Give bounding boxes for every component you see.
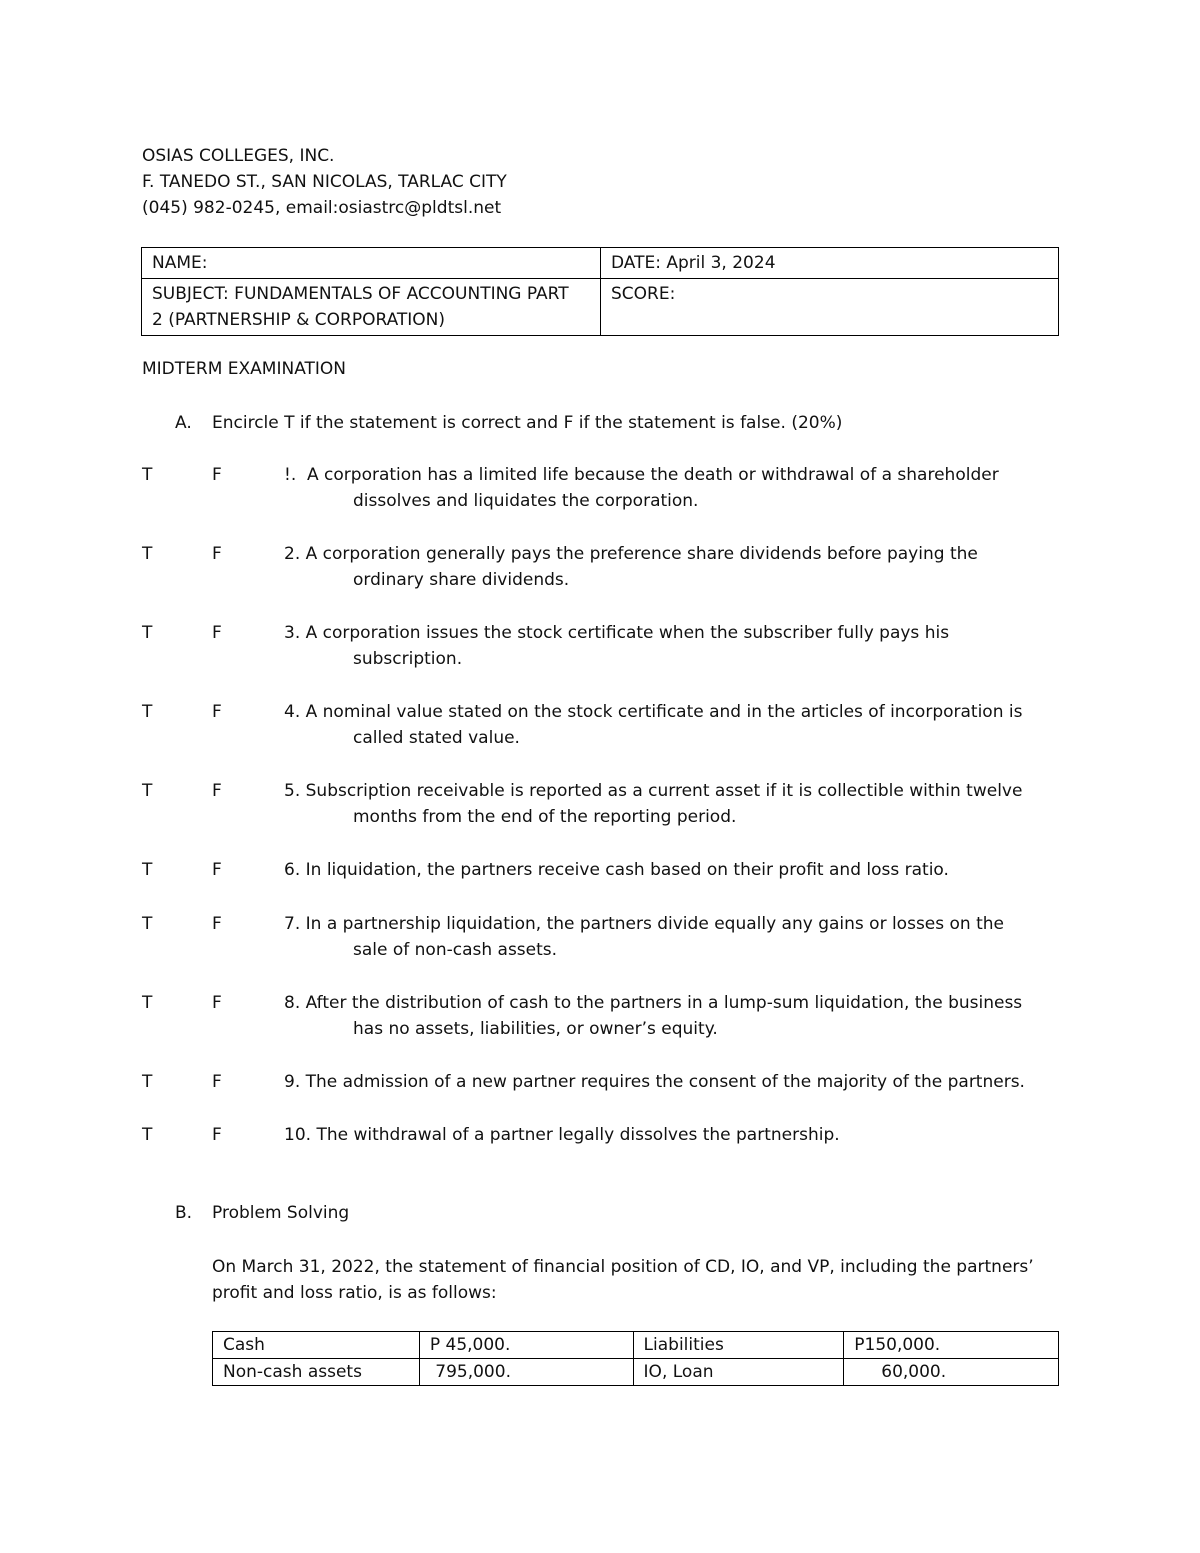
true-option[interactable]: T	[142, 465, 153, 485]
statement-text-continued: called stated value.	[353, 728, 520, 748]
subject-line-1: SUBJECT: FUNDAMENTALS OF ACCOUNTING PART	[152, 284, 569, 304]
false-option[interactable]: F	[212, 914, 222, 934]
school-name: OSIAS COLLEGES, INC.	[142, 146, 335, 166]
true-option[interactable]: T	[142, 702, 153, 722]
true-option[interactable]: T	[142, 544, 153, 564]
name-cell: NAME:	[142, 248, 601, 279]
exam-title: MIDTERM EXAMINATION	[142, 359, 346, 379]
statement-text: 8. After the distribution of cash to the partners in a lump-sum liquidation, the business	[284, 993, 1023, 1013]
statement-text-continued: subscription.	[353, 649, 463, 669]
table-cell: 60,000.	[844, 1359, 1059, 1386]
section-a-instruction: Encircle T if the statement is correct and F if the statement is false. (20%)	[212, 413, 843, 433]
false-option[interactable]: F	[212, 1125, 222, 1145]
statement-text-continued: dissolves and liquidates the corporation.	[353, 491, 699, 511]
table-cell: Liabilities	[633, 1332, 844, 1359]
table-row	[213, 1359, 1059, 1386]
statement-text: 3. A corporation issues the stock certificate when the subscriber fully pays his	[284, 623, 950, 643]
statement-text: 7. In a partnership liquidation, the partners divide equally any gains or losses on the	[284, 914, 1004, 934]
true-option[interactable]: T	[142, 781, 153, 801]
statement-text: 10. The withdrawal of a partner legally dissolves the partnership.	[284, 1125, 840, 1145]
true-option[interactable]: T	[142, 1072, 153, 1092]
section-b-letter: B.	[175, 1203, 193, 1223]
score-cell: SCORE:	[601, 279, 1059, 336]
false-option[interactable]: F	[212, 860, 222, 880]
true-option[interactable]: T	[142, 914, 153, 934]
false-option[interactable]: F	[212, 993, 222, 1013]
statement-text: !. A corporation has a limited life because the death or withdrawal of a shareholder	[284, 465, 999, 485]
false-option[interactable]: F	[212, 465, 222, 485]
table-cell: IO, Loan	[633, 1359, 844, 1386]
school-contact: (045) 982-0245, email:osiastrc@pldtsl.net	[142, 198, 502, 218]
table-cell: Cash	[213, 1332, 420, 1359]
true-option[interactable]: T	[142, 860, 153, 880]
statement-text-continued: sale of non-cash assets.	[353, 940, 558, 960]
true-option[interactable]: T	[142, 623, 153, 643]
statement-text: 5. Subscription receivable is reported as a current asset if it is collectible within twelve	[284, 781, 1023, 801]
false-option[interactable]: F	[212, 623, 222, 643]
false-option[interactable]: F	[212, 1072, 222, 1092]
statement-text: 4. A nominal value stated on the stock certificate and in the articles of incorporation is	[284, 702, 1023, 722]
false-option[interactable]: F	[212, 781, 222, 801]
financial-position-table	[212, 1331, 1059, 1386]
statement-text: 2. A corporation generally pays the preference share dividends before paying the	[284, 544, 978, 564]
student-info-table	[141, 247, 1059, 336]
true-option[interactable]: T	[142, 993, 153, 1013]
table-cell: P150,000.	[844, 1332, 1059, 1359]
table-cell: 795,000.	[419, 1359, 633, 1386]
table-cell: P 45,000.	[419, 1332, 633, 1359]
false-option[interactable]: F	[212, 702, 222, 722]
statement-text: 9. The admission of a new partner requires the consent of the majority of the partners.	[284, 1072, 1025, 1092]
subject-cell	[142, 279, 601, 336]
problem-paragraph-line-1: On March 31, 2022, the statement of financial position of CD, IO, and VP, including the partners’	[212, 1257, 1034, 1277]
statement-text: 6. In liquidation, the partners receive cash based on their profit and loss ratio.	[284, 860, 949, 880]
statement-text-continued: has no assets, liabilities, or owner’s equity.	[353, 1019, 718, 1039]
subject-line-2: 2 (PARTNERSHIP & CORPORATION)	[152, 310, 446, 330]
section-a-letter: A.	[175, 413, 192, 433]
school-address: F. TANEDO ST., SAN NICOLAS, TARLAC CITY	[142, 172, 507, 192]
problem-paragraph-line-2: profit and loss ratio, is as follows:	[212, 1283, 497, 1303]
true-option[interactable]: T	[142, 1125, 153, 1145]
statement-text-continued: ordinary share dividends.	[353, 570, 570, 590]
table-row	[213, 1332, 1059, 1359]
false-option[interactable]: F	[212, 544, 222, 564]
section-b-title: Problem Solving	[212, 1203, 350, 1223]
statement-text-continued: months from the end of the reporting period.	[353, 807, 737, 827]
date-cell: DATE: April 3, 2024	[601, 248, 1059, 279]
table-cell: Non-cash assets	[213, 1359, 420, 1386]
